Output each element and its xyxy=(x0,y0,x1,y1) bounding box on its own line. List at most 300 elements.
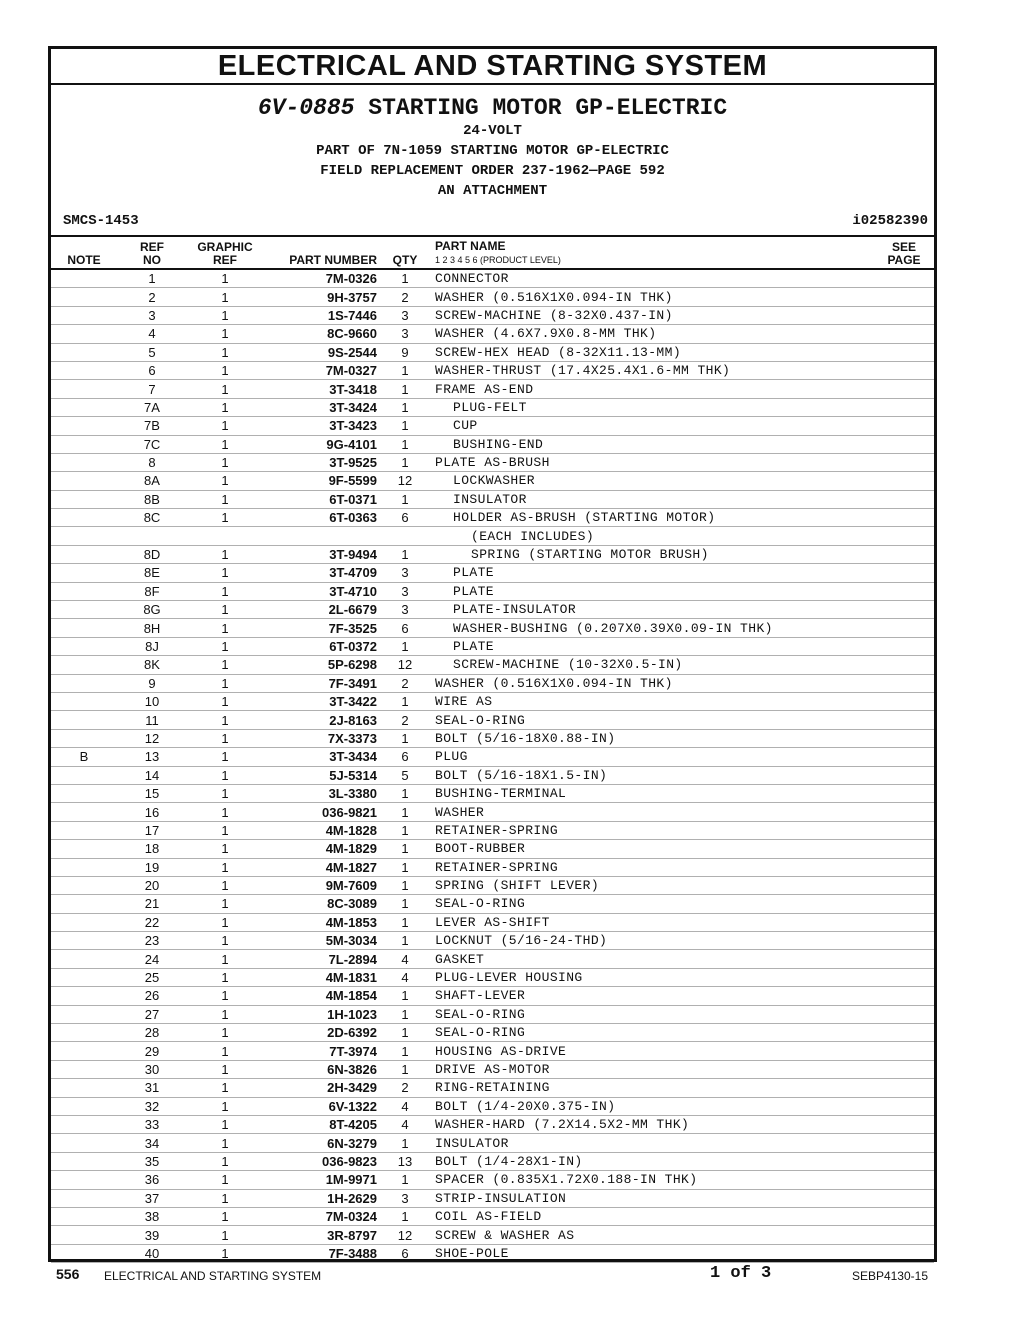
graphic-ref-cell: 1 xyxy=(187,545,263,563)
note-cell xyxy=(51,1226,117,1244)
table-row xyxy=(51,1097,934,1115)
part-name-cell: LOCKNUT (5/16-24-THD) xyxy=(427,932,874,950)
ref-no-cell: 9 xyxy=(117,674,187,692)
table-row xyxy=(51,1115,934,1133)
note-cell xyxy=(51,1207,117,1225)
ref-no-cell: 8A xyxy=(117,472,187,490)
note-cell xyxy=(51,1005,117,1023)
table-row xyxy=(51,692,934,710)
note-cell xyxy=(51,1171,117,1189)
see-page-cell xyxy=(874,1134,934,1152)
part-name-cell: SEAL-O-RING xyxy=(427,711,874,729)
note-cell xyxy=(51,288,117,306)
part-number-cell: 6V-1322 xyxy=(263,1097,383,1115)
graphic-ref-cell: 1 xyxy=(187,821,263,839)
part-number-cell: 5P-6298 xyxy=(263,656,383,674)
part-name-cell: WIRE AS xyxy=(427,692,874,710)
see-page-cell xyxy=(874,729,934,747)
part-name-cell: RING-RETAINING xyxy=(427,1079,874,1097)
graphic-ref-cell: 1 xyxy=(187,1152,263,1170)
table-row xyxy=(51,435,934,453)
graphic-ref-cell: 1 xyxy=(187,490,263,508)
ref-no-cell: 35 xyxy=(117,1152,187,1170)
ref-no-cell: 33 xyxy=(117,1115,187,1133)
note-cell xyxy=(51,619,117,637)
note-cell xyxy=(51,674,117,692)
note-cell xyxy=(51,803,117,821)
ref-no-cell: 7C xyxy=(117,435,187,453)
part-number-cell: 4M-1854 xyxy=(263,987,383,1005)
qty-cell: 1 xyxy=(383,858,427,876)
part-name-cell: SPRING (STARTING MOTOR BRUSH) xyxy=(427,545,874,563)
graphic-ref-cell: 1 xyxy=(187,343,263,361)
see-page-cell xyxy=(874,1207,934,1225)
see-page-cell xyxy=(874,1226,934,1244)
qty-cell: 1 xyxy=(383,1060,427,1078)
part-name-cell: CUP xyxy=(427,417,874,435)
graphic-ref-cell: 1 xyxy=(187,582,263,600)
part-number-cell: 4M-1827 xyxy=(263,858,383,876)
graphic-ref-cell: 1 xyxy=(187,748,263,766)
see-page-cell xyxy=(874,325,934,343)
see-page-cell xyxy=(874,876,934,894)
qty-cell: 4 xyxy=(383,950,427,968)
see-page-cell xyxy=(874,1079,934,1097)
graphic-ref-cell: 1 xyxy=(187,306,263,324)
graphic-ref-cell: 1 xyxy=(187,619,263,637)
graphic-ref-cell xyxy=(187,527,263,545)
table-row xyxy=(51,453,934,471)
footer-section-title: ELECTRICAL AND STARTING SYSTEM xyxy=(104,1269,322,1283)
table-row xyxy=(51,527,934,545)
table-row xyxy=(51,987,934,1005)
part-number-cell: 9S-2544 xyxy=(263,343,383,361)
table-row xyxy=(51,269,934,288)
smcs-code: SMCS-1453 xyxy=(63,213,139,229)
ref-no-cell: 26 xyxy=(117,987,187,1005)
note-cell xyxy=(51,876,117,894)
table-row xyxy=(51,674,934,692)
see-page-cell xyxy=(874,564,934,582)
qty-cell: 4 xyxy=(383,1115,427,1133)
see-page-cell xyxy=(874,748,934,766)
graphic-ref-cell: 1 xyxy=(187,895,263,913)
part-name-cell: SCREW-HEX HEAD (8-32X11.13-MM) xyxy=(427,343,874,361)
see-page-cell xyxy=(874,1042,934,1060)
ref-no-cell: 7A xyxy=(117,398,187,416)
ref-no-cell: 23 xyxy=(117,932,187,950)
see-page-cell xyxy=(874,306,934,324)
see-page-cell xyxy=(874,637,934,655)
ref-no-cell: 8G xyxy=(117,601,187,619)
see-page-cell xyxy=(874,269,934,288)
ref-no-cell: 31 xyxy=(117,1079,187,1097)
see-page-cell xyxy=(874,1189,934,1207)
qty-cell: 3 xyxy=(383,601,427,619)
part-name-cell: SHOE-POLE xyxy=(427,1244,874,1262)
graphic-ref-cell: 1 xyxy=(187,1226,263,1244)
part-number-cell: 6N-3826 xyxy=(263,1060,383,1078)
qty-cell: 1 xyxy=(383,803,427,821)
graphic-ref-cell: 1 xyxy=(187,766,263,784)
qty-cell: 1 xyxy=(383,1134,427,1152)
part-number-cell: 1H-2629 xyxy=(263,1189,383,1207)
note-cell xyxy=(51,821,117,839)
see-page-cell xyxy=(874,656,934,674)
parts-table xyxy=(51,237,934,1263)
table-row xyxy=(51,1005,934,1023)
note-cell xyxy=(51,711,117,729)
see-page-cell xyxy=(874,784,934,802)
note-cell xyxy=(51,398,117,416)
ref-no-cell: 3 xyxy=(117,306,187,324)
note-cell xyxy=(51,1097,117,1115)
see-page-cell xyxy=(874,1097,934,1115)
part-name-cell: PLATE xyxy=(427,564,874,582)
qty-cell: 1 xyxy=(383,435,427,453)
see-page-cell xyxy=(874,361,934,379)
ref-no-cell: 22 xyxy=(117,913,187,931)
part-number-cell: 3T-3424 xyxy=(263,398,383,416)
ref-no-cell: 8B xyxy=(117,490,187,508)
part-name-cell: SCREW-MACHINE (8-32X0.437-IN) xyxy=(427,306,874,324)
col-see-page: SEE PAGE xyxy=(874,237,934,269)
table-row xyxy=(51,803,934,821)
table-row xyxy=(51,325,934,343)
table-row xyxy=(51,840,934,858)
see-page-cell xyxy=(874,343,934,361)
see-page-cell xyxy=(874,766,934,784)
graphic-ref-cell: 1 xyxy=(187,380,263,398)
note-cell xyxy=(51,729,117,747)
note-cell xyxy=(51,766,117,784)
part-number-cell: 2J-8163 xyxy=(263,711,383,729)
graphic-ref-cell: 1 xyxy=(187,711,263,729)
part-number-cell: 036-9821 xyxy=(263,803,383,821)
part-name-cell: BOLT (1/4-28X1-IN) xyxy=(427,1152,874,1170)
qty-cell: 2 xyxy=(383,674,427,692)
graphic-ref-cell: 1 xyxy=(187,950,263,968)
parts-table-body xyxy=(51,269,934,1263)
qty-cell: 2 xyxy=(383,711,427,729)
table-row xyxy=(51,821,934,839)
part-name-cell: PLATE xyxy=(427,582,874,600)
table-row xyxy=(51,1207,934,1225)
ref-no-cell: 2 xyxy=(117,288,187,306)
graphic-ref-cell: 1 xyxy=(187,472,263,490)
group-subtitle-attachment: AN ATTACHMENT xyxy=(437,183,548,199)
part-name-cell: PLUG-FELT xyxy=(427,398,874,416)
part-number-cell: 5M-3034 xyxy=(263,932,383,950)
graphic-ref-cell: 1 xyxy=(187,1171,263,1189)
graphic-ref-cell: 1 xyxy=(187,913,263,931)
qty-cell: 1 xyxy=(383,876,427,894)
part-number-cell: 9M-7609 xyxy=(263,876,383,894)
product-level-scale: 1 2 3 4 5 6 (PRODUCT LEVEL) xyxy=(435,255,561,265)
note-cell xyxy=(51,656,117,674)
see-page-cell xyxy=(874,417,934,435)
part-number-cell: 9H-3757 xyxy=(263,288,383,306)
part-name-cell: HOLDER AS-BRUSH (STARTING MOTOR) xyxy=(427,509,874,527)
see-page-cell xyxy=(874,895,934,913)
note-cell xyxy=(51,361,117,379)
part-name-cell: WASHER (4.6X7.9X0.8-MM THK) xyxy=(427,325,874,343)
qty-cell: 1 xyxy=(383,1024,427,1042)
note-cell xyxy=(51,1134,117,1152)
table-row xyxy=(51,306,934,324)
part-name-cell: PLUG xyxy=(427,748,874,766)
see-page-cell xyxy=(874,950,934,968)
group-part-number: 6V-0885 xyxy=(257,95,355,121)
ref-no-cell: 13 xyxy=(117,748,187,766)
graphic-ref-cell: 1 xyxy=(187,398,263,416)
graphic-ref-cell: 1 xyxy=(187,564,263,582)
note-cell xyxy=(51,968,117,986)
part-number-cell: 4M-1828 xyxy=(263,821,383,839)
ref-no-cell: 7B xyxy=(117,417,187,435)
qty-cell: 12 xyxy=(383,472,427,490)
part-number-cell: 6T-0371 xyxy=(263,490,383,508)
see-page-cell xyxy=(874,821,934,839)
graphic-ref-cell: 1 xyxy=(187,269,263,288)
part-number-cell: 6T-0363 xyxy=(263,509,383,527)
graphic-ref-cell: 1 xyxy=(187,1134,263,1152)
graphic-ref-cell: 1 xyxy=(187,288,263,306)
qty-cell: 9 xyxy=(383,343,427,361)
note-cell xyxy=(51,932,117,950)
table-row xyxy=(51,601,934,619)
qty-cell xyxy=(383,527,427,545)
ref-no-cell: 21 xyxy=(117,895,187,913)
note-cell xyxy=(51,380,117,398)
table-row xyxy=(51,288,934,306)
ref-no-cell: 39 xyxy=(117,1226,187,1244)
table-row xyxy=(51,472,934,490)
col-qty: QTY xyxy=(383,237,427,269)
part-number-cell: 1H-1023 xyxy=(263,1005,383,1023)
part-name-cell: WASHER xyxy=(427,803,874,821)
part-name-cell: FRAME AS-END xyxy=(427,380,874,398)
graphic-ref-cell: 1 xyxy=(187,803,263,821)
part-number-cell: 7L-2894 xyxy=(263,950,383,968)
qty-cell: 1 xyxy=(383,729,427,747)
part-name-cell: WASHER (0.516X1X0.094-IN THK) xyxy=(427,674,874,692)
part-name-cell: HOUSING AS-DRIVE xyxy=(427,1042,874,1060)
part-number-cell: 3T-3422 xyxy=(263,692,383,710)
qty-cell: 6 xyxy=(383,1244,427,1262)
ref-no-cell: 16 xyxy=(117,803,187,821)
part-name-cell: INSULATOR xyxy=(427,490,874,508)
qty-cell: 1 xyxy=(383,1005,427,1023)
note-cell xyxy=(51,582,117,600)
graphic-ref-cell: 1 xyxy=(187,1244,263,1262)
col-part-name: PART NAME 1 2 3 4 5 6 (PRODUCT LEVEL) xyxy=(427,237,874,269)
qty-cell: 1 xyxy=(383,913,427,931)
qty-cell: 4 xyxy=(383,968,427,986)
graphic-ref-cell: 1 xyxy=(187,858,263,876)
group-subtitle-field-replacement: FIELD REPLACEMENT ORDER 237-1962—PAGE 592 xyxy=(320,163,665,179)
note-cell xyxy=(51,325,117,343)
note-cell xyxy=(51,1024,117,1042)
group-subtitle-voltage: 24-VOLT xyxy=(463,123,522,139)
part-name-cell: INSULATOR xyxy=(427,1134,874,1152)
note-cell xyxy=(51,417,117,435)
part-name-cell: PLATE xyxy=(427,637,874,655)
table-row xyxy=(51,1060,934,1078)
note-cell xyxy=(51,1042,117,1060)
ref-no-cell: 34 xyxy=(117,1134,187,1152)
group-title xyxy=(51,85,934,121)
see-page-cell xyxy=(874,913,934,931)
part-number-cell: 3T-3423 xyxy=(263,417,383,435)
see-page-cell xyxy=(874,1244,934,1262)
ref-no-cell: 30 xyxy=(117,1060,187,1078)
part-name-cell: SEAL-O-RING xyxy=(427,1005,874,1023)
part-number-cell: 4M-1831 xyxy=(263,968,383,986)
ref-no-cell: 24 xyxy=(117,950,187,968)
part-number-cell: 3T-4710 xyxy=(263,582,383,600)
graphic-ref-cell: 1 xyxy=(187,932,263,950)
part-name-cell: SPRING (SHIFT LEVER) xyxy=(427,876,874,894)
ref-no-cell: 27 xyxy=(117,1005,187,1023)
qty-cell: 1 xyxy=(383,453,427,471)
ref-no-cell: 8 xyxy=(117,453,187,471)
note-cell xyxy=(51,1079,117,1097)
part-number-cell: 6N-3279 xyxy=(263,1134,383,1152)
ref-no-cell: 32 xyxy=(117,1097,187,1115)
part-number-cell: 3T-9494 xyxy=(263,545,383,563)
graphic-ref-cell: 1 xyxy=(187,729,263,747)
see-page-cell xyxy=(874,932,934,950)
graphic-ref-cell: 1 xyxy=(187,1097,263,1115)
ref-no-cell: 8K xyxy=(117,656,187,674)
note-cell xyxy=(51,858,117,876)
see-page-cell xyxy=(874,1115,934,1133)
part-name-cell: SEAL-O-RING xyxy=(427,895,874,913)
part-number-cell: 7F-3488 xyxy=(263,1244,383,1262)
part-name-cell: GASKET xyxy=(427,950,874,968)
graphic-ref-cell: 1 xyxy=(187,509,263,527)
part-number-cell: 3R-8797 xyxy=(263,1226,383,1244)
note-cell xyxy=(51,509,117,527)
table-row xyxy=(51,417,934,435)
note-cell xyxy=(51,545,117,563)
graphic-ref-cell: 1 xyxy=(187,1189,263,1207)
ref-no-cell: 40 xyxy=(117,1244,187,1262)
qty-cell: 1 xyxy=(383,840,427,858)
graphic-ref-cell: 1 xyxy=(187,1005,263,1023)
table-row xyxy=(51,380,934,398)
note-cell xyxy=(51,1189,117,1207)
ref-no-cell: 14 xyxy=(117,766,187,784)
part-name-cell: COIL AS-FIELD xyxy=(427,1207,874,1225)
note-cell xyxy=(51,306,117,324)
page-number: 556 xyxy=(56,1266,80,1282)
part-name-cell: WASHER-BUSHING (0.207X0.39X0.09-IN THK) xyxy=(427,619,874,637)
page-footer xyxy=(56,1264,936,1286)
table-row xyxy=(51,619,934,637)
table-row xyxy=(51,545,934,563)
part-name-cell: DRIVE AS-MOTOR xyxy=(427,1060,874,1078)
qty-cell: 12 xyxy=(383,656,427,674)
see-page-cell xyxy=(874,380,934,398)
part-number-cell: 4M-1853 xyxy=(263,913,383,931)
qty-cell: 1 xyxy=(383,361,427,379)
part-name-cell: WASHER-HARD (7.2X14.5X2-MM THK) xyxy=(427,1115,874,1133)
part-name-cell: BUSHING-END xyxy=(427,435,874,453)
ref-no-cell: 28 xyxy=(117,1024,187,1042)
part-number-cell: 3T-3434 xyxy=(263,748,383,766)
graphic-ref-cell: 1 xyxy=(187,876,263,894)
part-number-cell: 3T-9525 xyxy=(263,453,383,471)
qty-cell: 1 xyxy=(383,895,427,913)
qty-cell: 3 xyxy=(383,1189,427,1207)
qty-cell: 3 xyxy=(383,325,427,343)
table-row xyxy=(51,1024,934,1042)
ref-no-cell: 12 xyxy=(117,729,187,747)
part-number-cell: 8C-3089 xyxy=(263,895,383,913)
ref-no-cell xyxy=(117,527,187,545)
qty-cell: 5 xyxy=(383,766,427,784)
table-row xyxy=(51,490,934,508)
part-number-cell: 7F-3525 xyxy=(263,619,383,637)
part-number-cell: 6T-0372 xyxy=(263,637,383,655)
section-title: ELECTRICAL AND STARTING SYSTEM xyxy=(51,49,934,85)
parts-list-frame xyxy=(48,46,937,1262)
part-name-cell: PLATE-INSULATOR xyxy=(427,601,874,619)
table-row xyxy=(51,343,934,361)
see-page-cell xyxy=(874,803,934,821)
graphic-ref-cell: 1 xyxy=(187,417,263,435)
part-number-cell: 036-9823 xyxy=(263,1152,383,1170)
graphic-ref-cell: 1 xyxy=(187,1115,263,1133)
graphic-ref-cell: 1 xyxy=(187,656,263,674)
group-name: STARTING MOTOR GP-ELECTRIC xyxy=(368,95,728,121)
see-page-cell xyxy=(874,527,934,545)
table-row xyxy=(51,950,934,968)
note-cell xyxy=(51,527,117,545)
qty-cell: 1 xyxy=(383,417,427,435)
qty-cell: 1 xyxy=(383,269,427,288)
qty-cell: 1 xyxy=(383,987,427,1005)
see-page-cell xyxy=(874,674,934,692)
graphic-ref-cell: 1 xyxy=(187,637,263,655)
part-name-cell: LEVER AS-SHIFT xyxy=(427,913,874,931)
part-name-cell: SPACER (0.835X1.72X0.188-IN THK) xyxy=(427,1171,874,1189)
table-row xyxy=(51,913,934,931)
table-row xyxy=(51,895,934,913)
note-cell xyxy=(51,1244,117,1262)
see-page-cell xyxy=(874,692,934,710)
part-number-cell xyxy=(263,527,383,545)
table-row xyxy=(51,748,934,766)
ref-no-cell: 5 xyxy=(117,343,187,361)
qty-cell: 2 xyxy=(383,288,427,306)
ref-no-cell: 8J xyxy=(117,637,187,655)
graphic-ref-cell: 1 xyxy=(187,692,263,710)
see-page-cell xyxy=(874,288,934,306)
ref-no-cell: 10 xyxy=(117,692,187,710)
part-number-cell: 7M-0324 xyxy=(263,1207,383,1225)
note-cell xyxy=(51,987,117,1005)
graphic-ref-cell: 1 xyxy=(187,435,263,453)
ref-no-cell: 8D xyxy=(117,545,187,563)
qty-cell: 1 xyxy=(383,545,427,563)
table-row xyxy=(51,784,934,802)
graphic-ref-cell: 1 xyxy=(187,601,263,619)
table-row xyxy=(51,509,934,527)
ref-no-cell: 6 xyxy=(117,361,187,379)
